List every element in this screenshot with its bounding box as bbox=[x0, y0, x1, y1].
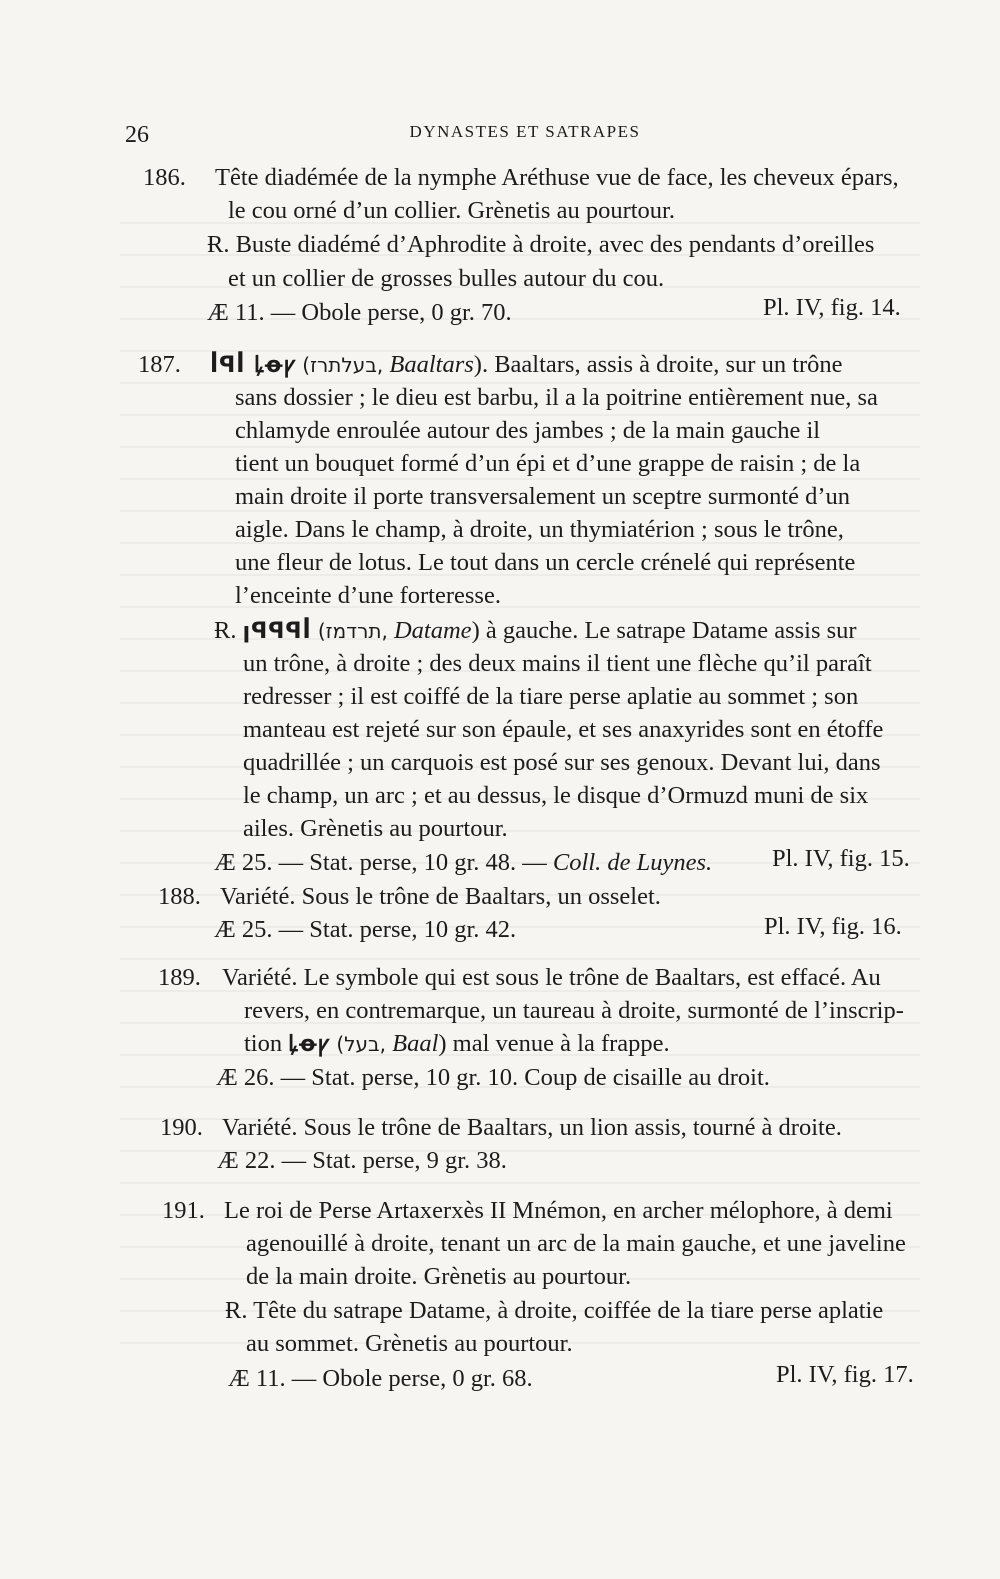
metal-symbol: Æ bbox=[214, 916, 236, 943]
entry-number: 186. bbox=[143, 164, 186, 191]
entry-189-line-3: tion ꝲꝋꝩ (בעל, Baal) mal venue à la frappe. bbox=[244, 1030, 670, 1057]
entry-187-line-3: chlamyde enroulée autour des jambes ; de la main gauche il bbox=[235, 417, 821, 444]
entry-191-reverse-line-2: au sommet. Grènetis au pourtour. bbox=[246, 1330, 573, 1357]
entry-189-line-2: revers, en contremarque, un taureau à droite, surmonté de l’inscrip- bbox=[244, 997, 904, 1024]
entry-number: 191. bbox=[162, 1197, 205, 1224]
entry-188-line-1: 188. Variété. Sous le trône de Baaltars, un osselet. bbox=[158, 883, 661, 910]
entry-188-metal-line: Æ 25. — Stat. perse, 10 gr. 42. bbox=[214, 916, 517, 943]
reverse-mark: Ɍ. bbox=[225, 1297, 248, 1324]
metal-symbol: Æ bbox=[207, 299, 229, 326]
hebrew-transcription: (בעלתרז, bbox=[302, 353, 384, 377]
entry-188-plate: Pl. IV, fig. 16. bbox=[764, 913, 902, 940]
entry-191-line-3: de la main droite. Grènetis au pourtour. bbox=[246, 1263, 632, 1290]
metal-symbol: Æ bbox=[216, 1064, 238, 1091]
hebrew-transcription: (תרדמז, bbox=[317, 619, 388, 643]
entry-186-line-1: 186. Tête diadémée de la nymphe Aréthuse vue de face, les cheveux épars, bbox=[143, 164, 899, 191]
page-header bbox=[125, 118, 925, 152]
entry-186-plate: Pl. IV, fig. 14. bbox=[763, 294, 901, 321]
metal-symbol: Æ bbox=[214, 849, 236, 876]
entry-187-line-6: aigle. Dans le champ, à droite, un thymiatérion ; sous le trône, bbox=[235, 516, 844, 543]
running-title: DYNASTES ET SATRAPES bbox=[409, 122, 641, 141]
entry-187-reverse-line-2: un trône, à droite ; des deux mains il tient une flèche qu’il paraît bbox=[243, 650, 872, 677]
entry-187-line-1: 187. ꟾꟼꟾ ꝲꝋꝩ (בעלתרז, Baaltars). Baaltars, assis à droite, sur un trône bbox=[138, 351, 843, 378]
phoenician-legend: ꟾꟼꟾ ꝲꝋꝩ bbox=[210, 353, 297, 378]
hebrew-transcription: (בעל, bbox=[336, 1032, 386, 1056]
entry-191-line-2: agenouillé à droite, tenant un arc de la main gauche, et une javeline bbox=[246, 1230, 906, 1257]
entry-186-reverse-line-2: et un collier de grosses bulles autour du cou. bbox=[228, 265, 665, 292]
collection-name: Coll. de Luynes. bbox=[552, 849, 713, 876]
entry-number: 187. bbox=[138, 351, 181, 378]
entry-186-metal-line: Æ 11. — Obole perse, 0 gr. 70. bbox=[207, 299, 512, 326]
entry-187-line-2: sans dossier ; le dieu est barbu, il a la poitrine entièrement nue, sa bbox=[235, 384, 878, 411]
entry-191-line-1: 191. Le roi de Perse Artaxerxès II Mnémon, en archer mélophore, à demi bbox=[162, 1197, 893, 1224]
entry-187-line-5: main droite il porte transversalement un sceptre surmonté d’un bbox=[235, 483, 851, 510]
entry-187-reverse-line-5: quadrillée ; un carquois est posé sur ses genoux. Devant lui, dans bbox=[243, 749, 881, 776]
entry-191-plate: Pl. IV, fig. 17. bbox=[776, 1361, 914, 1388]
entry-187-line-4: tient un bouquet formé d’un épi et d’une grappe de raisin ; de la bbox=[235, 450, 861, 477]
entry-189-line-1: 189. Variété. Le symbole qui est sous le trône de Baaltars, est effacé. Au bbox=[158, 964, 881, 991]
metal-symbol: Æ bbox=[228, 1365, 250, 1392]
entry-186-line-2: le cou orné d’un collier. Grènetis au pourtour. bbox=[228, 197, 675, 224]
entry-187-reverse-line-3: redresser ; il est coiffé de la tiare perse aplatie au sommet ; son bbox=[243, 683, 859, 710]
entry-187-line-8: l’enceinte d’une forteresse. bbox=[235, 582, 501, 609]
entry-190-line-1: 190. Variété. Sous le trône de Baaltars, un lion assis, tourné à droite. bbox=[160, 1114, 842, 1141]
entry-187-reverse-line-4: manteau est rejeté sur son épaule, et ses anaxyrides sont en étoffe bbox=[243, 716, 884, 743]
entry-187-reverse-line-7: ailes. Grènetis au pourtour. bbox=[243, 815, 508, 842]
phoenician-legend: ꞁꟼꟼꟼꟾ bbox=[242, 619, 312, 644]
entry-186-reverse-line-1: Ɍ. Buste diadémé d’Aphrodite à droite, avec des pendants d’oreilles bbox=[207, 231, 875, 258]
entry-number: 188. bbox=[158, 883, 201, 910]
entry-187-reverse-line-6: le champ, un arc ; et au dessus, le disque d’Ormuzd muni de six bbox=[243, 782, 869, 809]
entry-190-metal-line: Æ 22. — Stat. perse, 9 gr. 38. bbox=[217, 1147, 507, 1174]
page-number: 26 bbox=[125, 122, 149, 148]
entry-number: 190. bbox=[160, 1114, 203, 1141]
reverse-mark: Ɍ. bbox=[207, 231, 230, 258]
entry-number: 189. bbox=[158, 964, 201, 991]
entry-191-reverse-line-1: Ɍ. Tête du satrape Datame, à droite, coiffée de la tiare perse aplatie bbox=[225, 1297, 884, 1324]
reverse-mark: Ɍ. bbox=[214, 617, 237, 644]
entry-187-reverse-line-1: Ɍ. ꞁꟼꟼꟼꟾ (תרדמז, Datame) à gauche. Le satrape Datame assis sur bbox=[214, 617, 857, 644]
entry-191-metal-line: Æ 11. — Obole perse, 0 gr. 68. bbox=[228, 1365, 533, 1392]
entry-189-metal-line: Æ 26. — Stat. perse, 10 gr. 10. Coup de cisaille au droit. bbox=[216, 1064, 770, 1091]
phoenician-legend: ꝲꝋꝩ bbox=[288, 1032, 331, 1057]
entry-187-metal-line: Æ 25. — Stat. perse, 10 gr. 48. — Coll. de Luynes. bbox=[214, 849, 713, 876]
entry-187-line-7: une fleur de lotus. Le tout dans un cercle crénelé qui représente bbox=[235, 549, 856, 576]
metal-symbol: Æ bbox=[217, 1147, 239, 1174]
entry-187-plate: Pl. IV, fig. 15. bbox=[772, 845, 910, 872]
